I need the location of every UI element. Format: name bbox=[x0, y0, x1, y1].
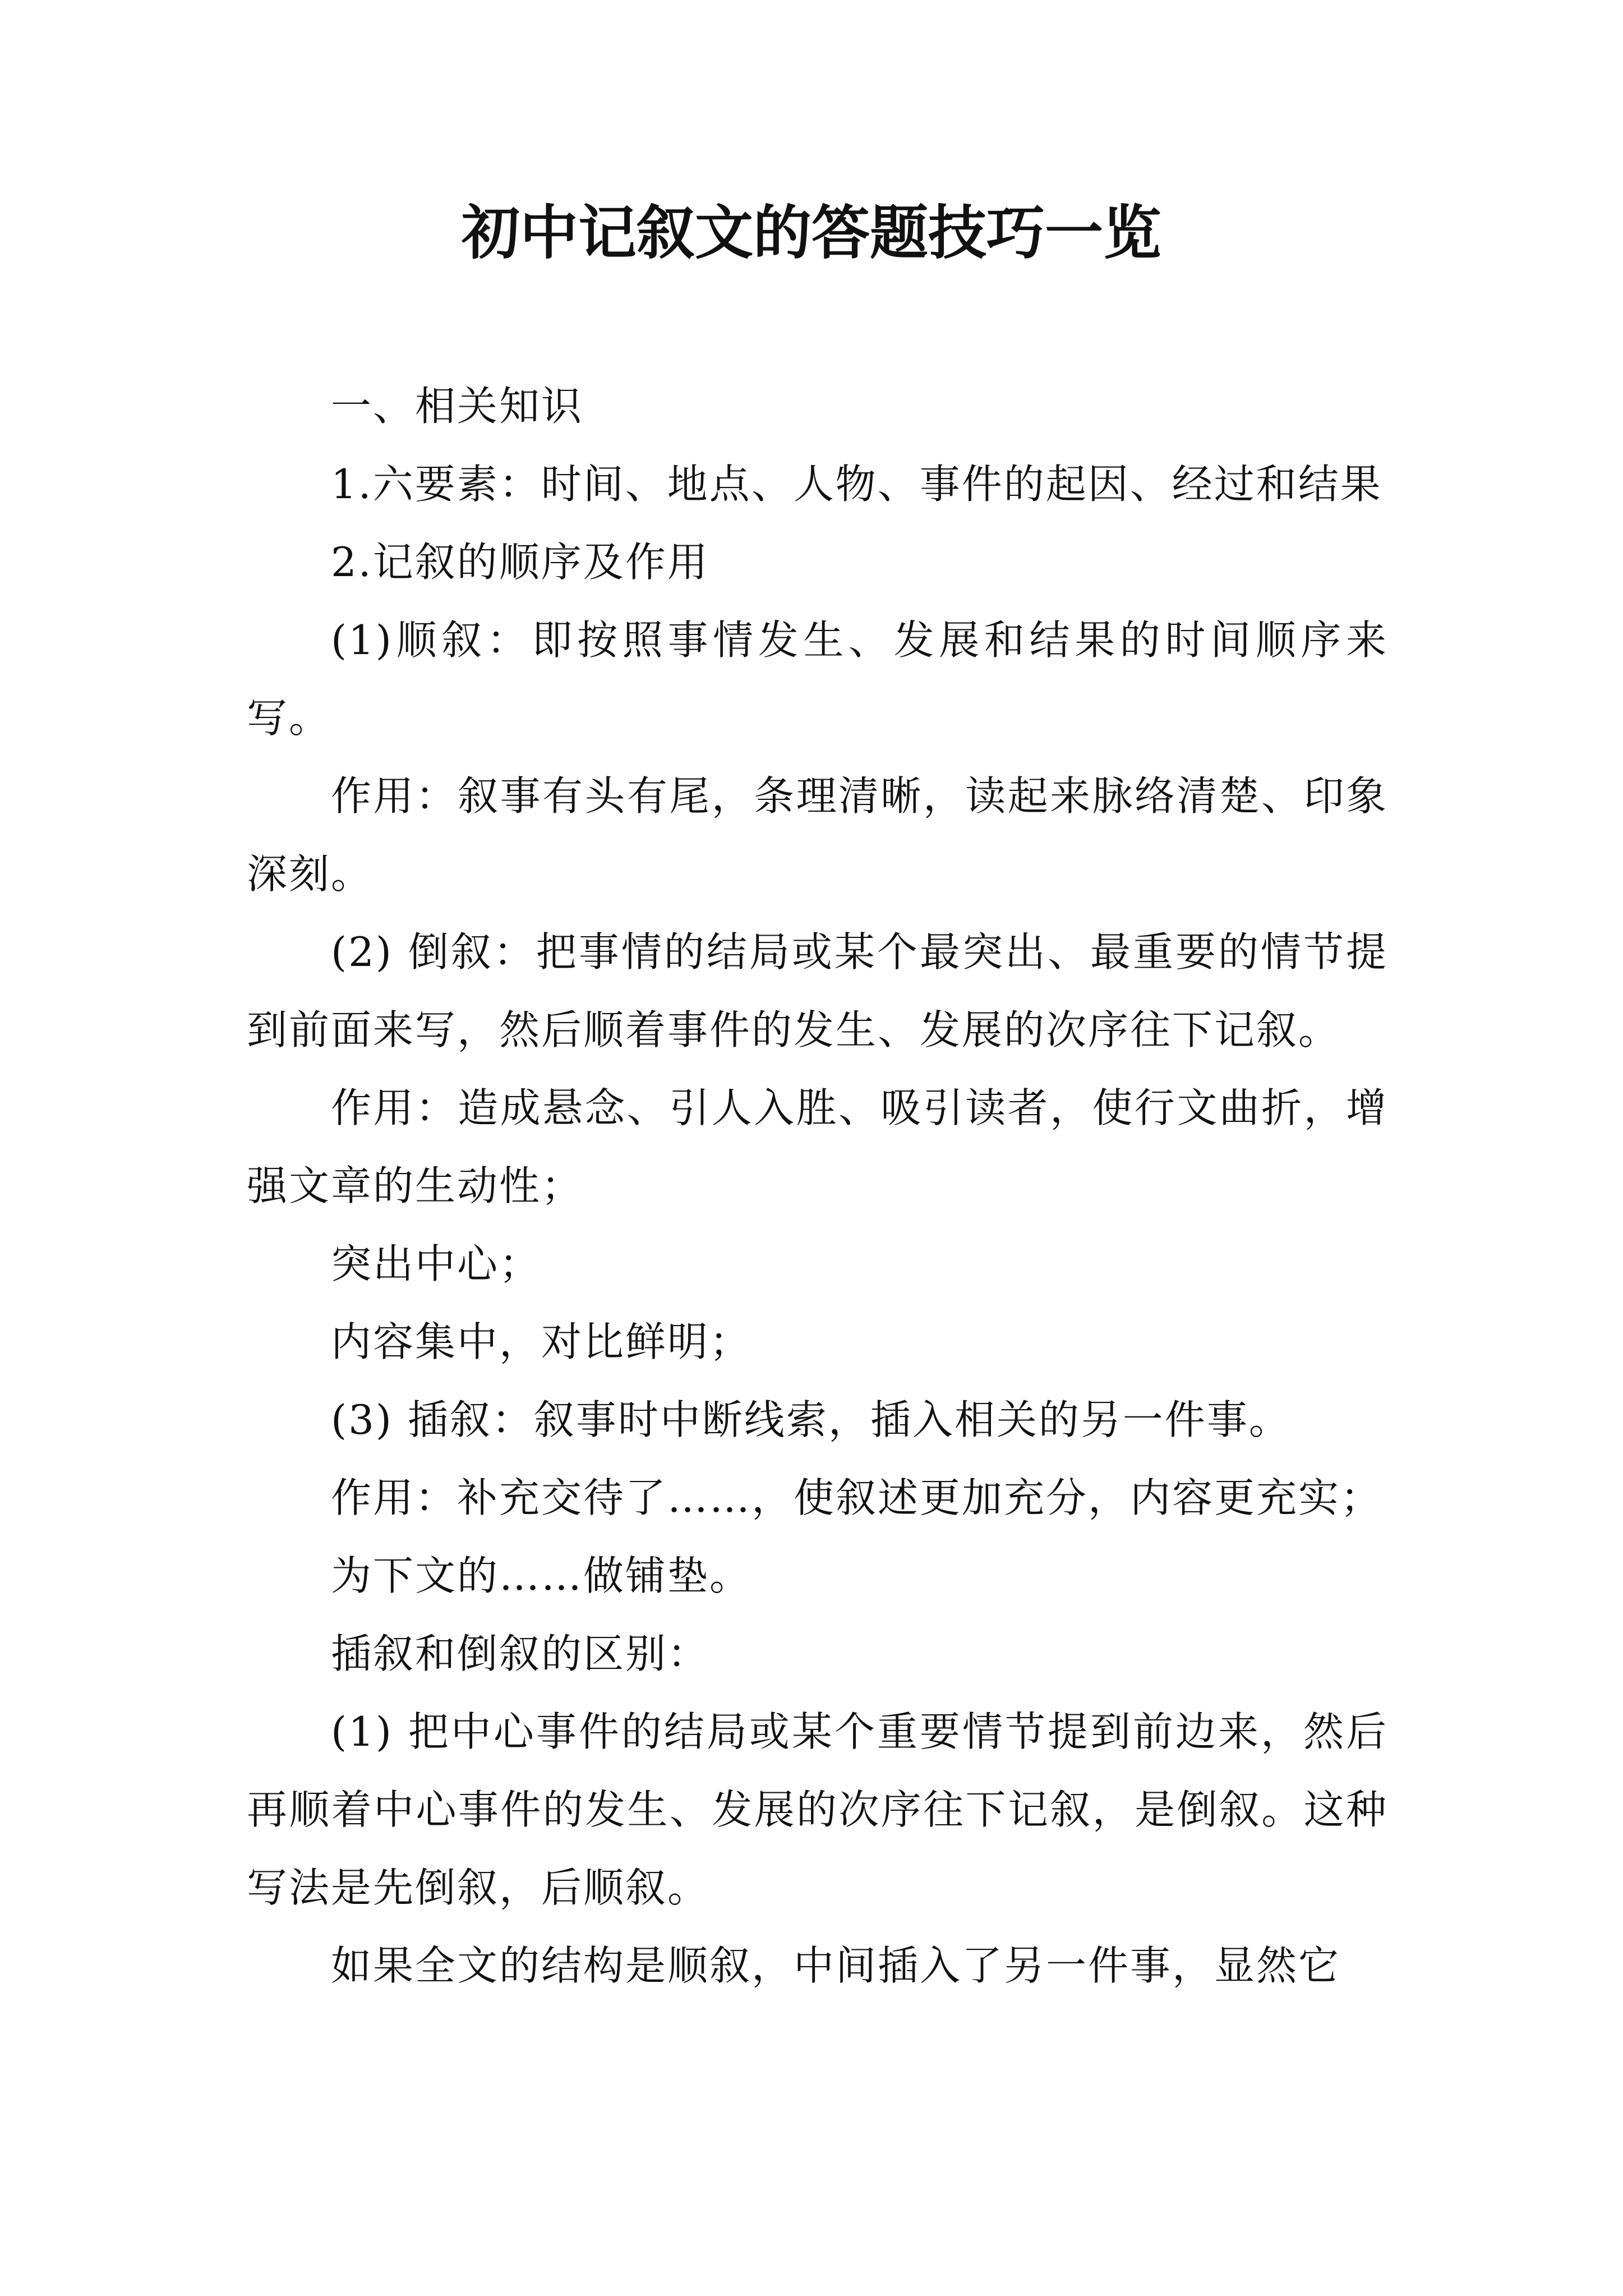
paragraph-3: 2.记叙的顺序及作用 bbox=[331, 539, 709, 586]
paragraph-1: 一、相关知识 bbox=[331, 383, 584, 430]
paragraph-14: (1) 把中心事件的结局或某个重要情节提到前边来，然后再顺着中心事件的发生、发展的次序往下记叙，是倒叙。这种写法是先倒叙，后顺叙。 bbox=[247, 1708, 1388, 1911]
paragraph-7: 作用：造成悬念、引人入胜、吸引读者，使行文曲折，增强文章的生动性； bbox=[247, 1084, 1388, 1209]
paragraph-6: (2) 倒叙：把事情的结局或某个最突出、最重要的情节提到前面来写，然后顺着事件的发生、发展的次序往下记叙。 bbox=[247, 928, 1388, 1053]
paragraph-4: (1)顺叙：即按照事情发生、发展和结果的时间顺序来写。 bbox=[247, 616, 1388, 742]
paragraph-11: 作用：补充交待了……，使叙述更加充分，内容更充实； bbox=[331, 1474, 1383, 1521]
paragraph-13: 插叙和倒叙的区别： bbox=[331, 1630, 710, 1677]
paragraph-12: 为下文的……做铺垫。 bbox=[331, 1552, 752, 1599]
paragraph-9: 内容集中，对比鲜明； bbox=[331, 1318, 752, 1365]
paragraph-5: 作用：叙事有头有尾，条理清晰，读起来脉络清楚、印象深刻。 bbox=[247, 772, 1388, 898]
document-body bbox=[247, 367, 1388, 2005]
paragraph-15: 如果全文的结构是顺叙，中间插入了另一件事，显然它 bbox=[331, 1942, 1341, 1989]
paragraph-8: 突出中心； bbox=[331, 1240, 542, 1287]
document-title: 初中记叙文的答题技巧一览 bbox=[461, 199, 1161, 267]
paragraph-10: (3) 插叙：叙事时中断线索，插入相关的另一件事。 bbox=[331, 1396, 1291, 1443]
paragraph-2: 1.六要素：时间、地点、人物、事件的起因、经过和结果 bbox=[331, 461, 1382, 508]
